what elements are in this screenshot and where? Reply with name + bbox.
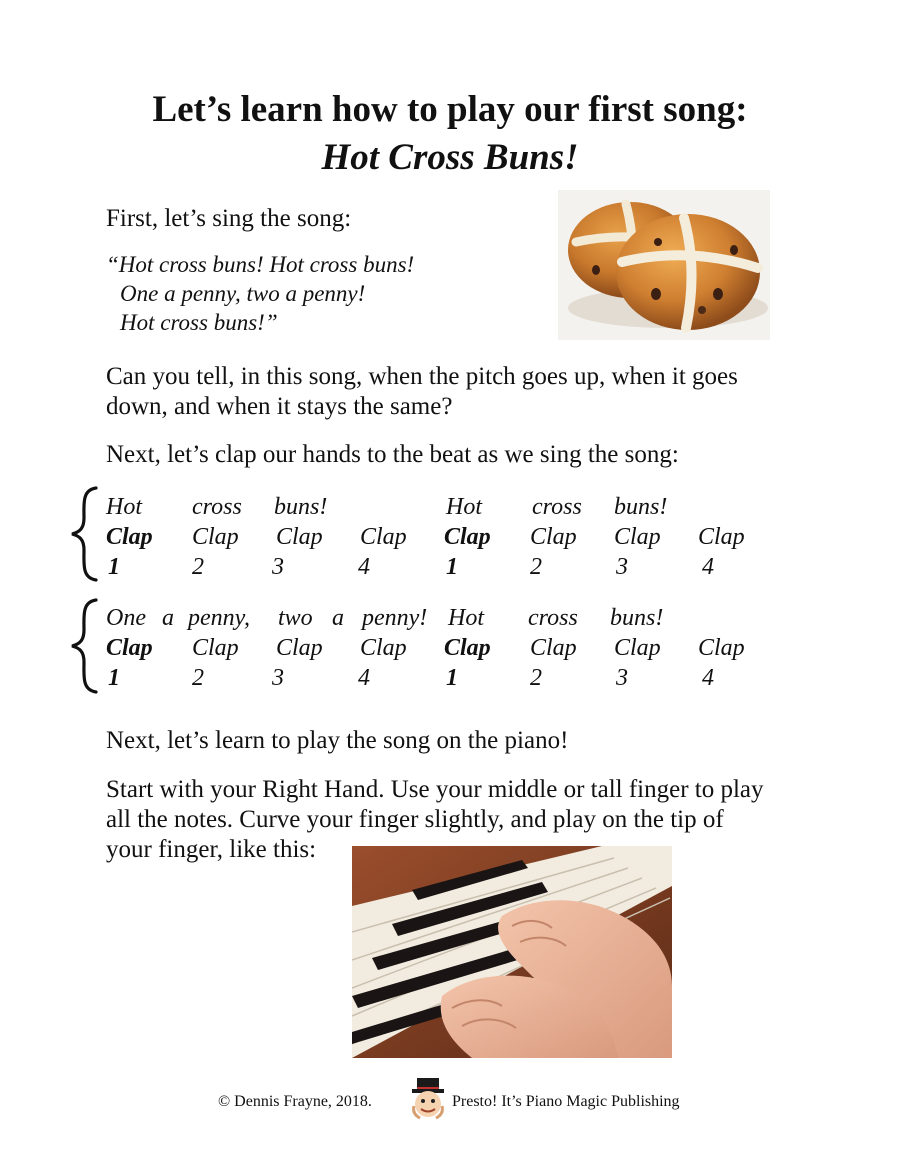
clap: Clap	[276, 524, 323, 550]
clap: Clap	[698, 524, 745, 550]
word: buns!	[610, 605, 664, 631]
beat: 4	[702, 665, 714, 691]
brace-icon	[68, 598, 102, 694]
pitch-question	[106, 362, 806, 422]
mascot-icon	[408, 1076, 448, 1120]
clap-strong: Clap	[444, 524, 491, 550]
word: One	[106, 605, 146, 631]
footer-publisher: Presto! It’s Piano Magic Publishing	[452, 1093, 680, 1110]
word: Hot	[446, 494, 482, 520]
beat: 4	[358, 665, 370, 691]
clap: Clap	[614, 635, 661, 661]
beat-strong: 1	[108, 554, 120, 580]
clap: Clap	[192, 524, 239, 550]
rhythm-words-row-2	[106, 603, 806, 633]
beat-strong: 1	[108, 665, 120, 691]
beat: 2	[530, 554, 542, 580]
rhythm-beats-row-1	[106, 552, 806, 582]
clap: Clap	[698, 635, 745, 661]
hot-cross-buns-image	[558, 190, 770, 340]
instruction-line-3: your finger, like this:	[106, 836, 317, 863]
word: a	[162, 605, 174, 631]
beat: 3	[616, 554, 628, 580]
lyric-line-1: “Hot cross buns! Hot cross buns!	[106, 252, 415, 277]
beat: 2	[530, 665, 542, 691]
word: cross	[528, 605, 578, 631]
word: cross	[192, 494, 242, 520]
pitch-question-line-2: down, and when it stays the same?	[106, 393, 453, 420]
clap-strong: Clap	[106, 524, 153, 550]
beat: 3	[616, 665, 628, 691]
word: buns!	[274, 494, 328, 520]
hot-cross-buns-photo	[558, 190, 770, 340]
rhythm-words-row-1	[106, 492, 806, 522]
piano-intro: Next, let’s learn to play the song on the piano!	[106, 727, 569, 754]
word: a	[332, 605, 344, 631]
word: cross	[532, 494, 582, 520]
clap: Clap	[192, 635, 239, 661]
intro-text: First, let’s sing the song:	[106, 205, 352, 232]
word: Hot	[106, 494, 142, 520]
pitch-question-line-1: Can you tell, in this song, when the pitch goes up, when it goes	[106, 363, 738, 390]
word: two	[278, 605, 313, 631]
page-title: Let’s learn how to play our first song:	[152, 89, 748, 130]
clap: Clap	[276, 635, 323, 661]
clap: Clap	[530, 524, 577, 550]
clap-intro: Next, let’s clap our hands to the beat as we sing the song:	[106, 441, 679, 468]
clap-strong: Clap	[444, 635, 491, 661]
clap: Clap	[360, 635, 407, 661]
word: Hot	[448, 605, 484, 631]
beat-strong: 1	[446, 554, 458, 580]
instruction-line-2: all the notes. Curve your finger slightly, and play on the tip of	[106, 806, 724, 833]
lyric-line-3: Hot cross buns!”	[120, 310, 278, 335]
word: buns!	[614, 494, 668, 520]
rhythm-beats-row-2	[106, 663, 806, 693]
presto-mascot-logo	[408, 1076, 448, 1120]
beat: 4	[358, 554, 370, 580]
clap-strong: Clap	[106, 635, 153, 661]
brace-icon	[68, 486, 102, 582]
clap: Clap	[530, 635, 577, 661]
footer-copyright: © Dennis Frayne, 2018.	[218, 1093, 372, 1110]
song-title: Hot Cross Buns!	[321, 137, 579, 178]
rhythm-claps-row-2	[106, 633, 806, 663]
piano-hands-image	[352, 846, 672, 1058]
word: penny!	[362, 605, 428, 631]
beat: 2	[192, 554, 204, 580]
clap: Clap	[614, 524, 661, 550]
beat: 2	[192, 665, 204, 691]
piano-hands-photo	[352, 846, 672, 1058]
rhythm-claps-row-1	[106, 522, 806, 552]
clap: Clap	[360, 524, 407, 550]
beat-strong: 1	[446, 665, 458, 691]
word: penny,	[188, 605, 250, 631]
instruction-line-1: Start with your Right Hand. Use your middle or tall finger to play	[106, 776, 764, 803]
beat: 3	[272, 554, 284, 580]
lyric-line-2: One a penny, two a penny!	[120, 281, 366, 306]
lyrics-block	[106, 250, 546, 340]
beat: 4	[702, 554, 714, 580]
beat: 3	[272, 665, 284, 691]
